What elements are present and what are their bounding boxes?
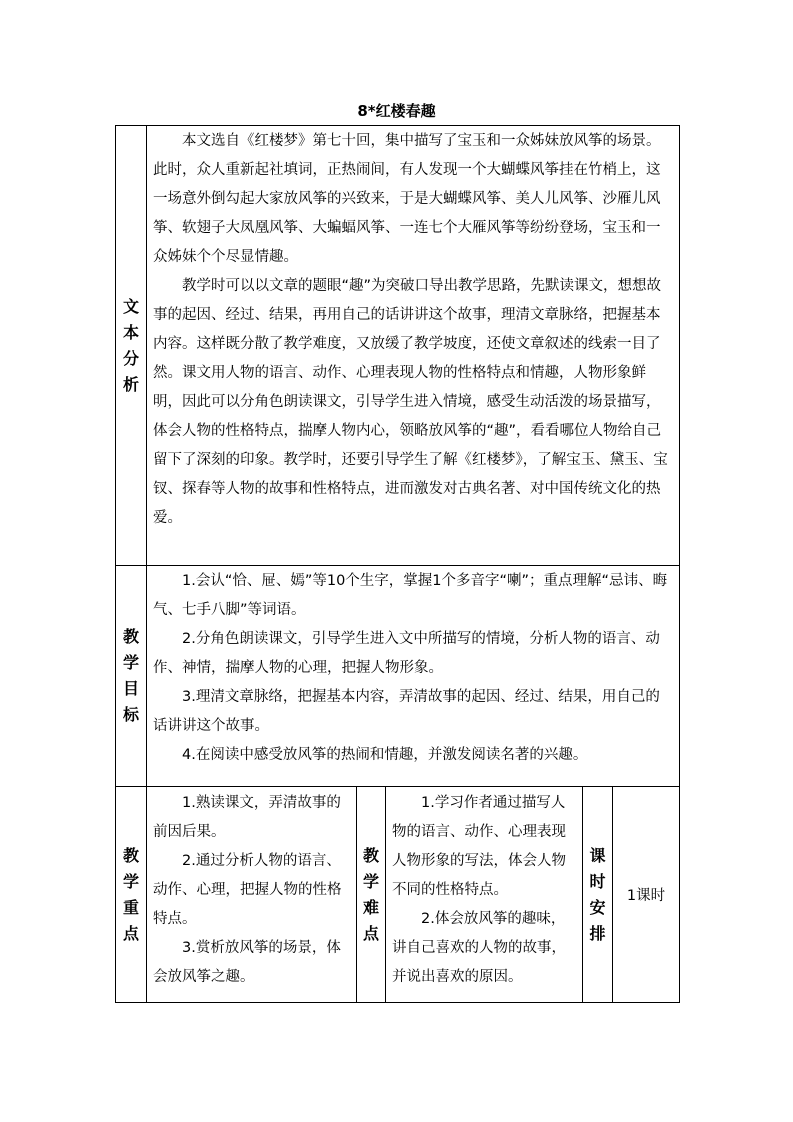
key-point-item: 1.熟读课文，弄清故事的前因后果。	[153, 795, 341, 840]
key-points-content	[147, 787, 357, 1003]
analysis-paragraph: 本文选自《红楼梦》第七十回，集中描写了宝玉和一众姊妹放风筝的场景。此时，众人重新起社填词，正热闹间，有人发现一个大蝴蝶风筝挂在竹梢上，这一场意外倒勾起大家放风筝的兴致来，于是大蝴蝶风筝、美人儿风筝、沙雁儿风筝、软翅子大凤凰风筝、大蝙蝠风筝、一连七个大雁风筝等纷纷登场，宝玉和一众姊妹个个尽显情趣。	[153, 133, 661, 265]
key-point-item: 3.赏析放风筝的场景，体会放风筝之趣。	[153, 940, 341, 985]
objectives-row	[116, 566, 680, 787]
difficulties-content	[386, 787, 583, 1003]
schedule-value: 1课时	[613, 787, 680, 1003]
difficulties-label: 教 学 难 点	[357, 787, 386, 1003]
analysis-content	[147, 126, 680, 566]
difficulty-item: 2.体会放风筝的趣味，讲自己喜欢的人物的故事，并说出喜欢的原因。	[392, 911, 566, 985]
key-point-item: 2.通过分析人物的语言、动作、心理，把握人物的性格特点。	[153, 853, 342, 927]
objectives-content	[147, 566, 680, 787]
analysis-paragraph: 教学时可以以文章的题眼“趣”为突破口导出教学思路，先默读课文，想想故事的起因、经过、结果，再用自己的话讲讲这个故事，理清文章脉络，把握基本内容。这样既分散了教学难度，又放缓了教学坡度，还使文章叙述的线索一目了然。课文用人物的语言、动作、心理表现人物的性格特点和情趣，人物形象鲜明，因此可以分角色朗读课文，引导学生进入情境，感受生动活泼的场景描写，体会人物的性格特点，揣摩人物内心，领略放风筝的“趣”，看看哪位人物给自己留下了深刻的印象。教学时，还要引导学生了解《红楼梦》，了解宝玉、黛玉、宝钗、探春等人物的故事和性格特点，进而激发对古典名著、对中国传统文化的热爱。	[153, 278, 668, 526]
analysis-label: 文 本 分 析	[116, 126, 147, 566]
objective-item: 2.分角色朗读课文，引导学生进入文中所描写的情境，分析人物的语言、动作、神情，揣摩人物的心理，把握人物形象。	[153, 631, 660, 676]
objectives-label: 教 学 目 标	[116, 566, 147, 787]
difficulty-item: 1.学习作者通过描写人物的语言、动作、心理表现人物形象的写法，体会人物不同的性格特点。	[392, 795, 566, 898]
document-title: 8*红楼春趣	[357, 102, 436, 120]
objective-item: 3.理清文章脉络，把握基本内容，弄清故事的起因、经过、结果，用自己的话讲讲这个故事。	[153, 689, 660, 734]
schedule-label: 课 时 安 排	[583, 787, 613, 1003]
analysis-row	[116, 126, 680, 566]
key-points-row	[116, 787, 680, 1003]
objective-item: 4.在阅读中感受放风筝的热闹和情趣，并激发阅读名著的兴趣。	[182, 747, 588, 763]
objective-item: 1.会认“恰、屉、嫣”等10个生字，掌握1个多音字“喇”；重点理解“忌讳、晦气、七手八脚”等词语。	[153, 573, 668, 618]
key-points-label: 教 学 重 点	[116, 787, 147, 1003]
lesson-plan-table	[115, 125, 680, 1003]
